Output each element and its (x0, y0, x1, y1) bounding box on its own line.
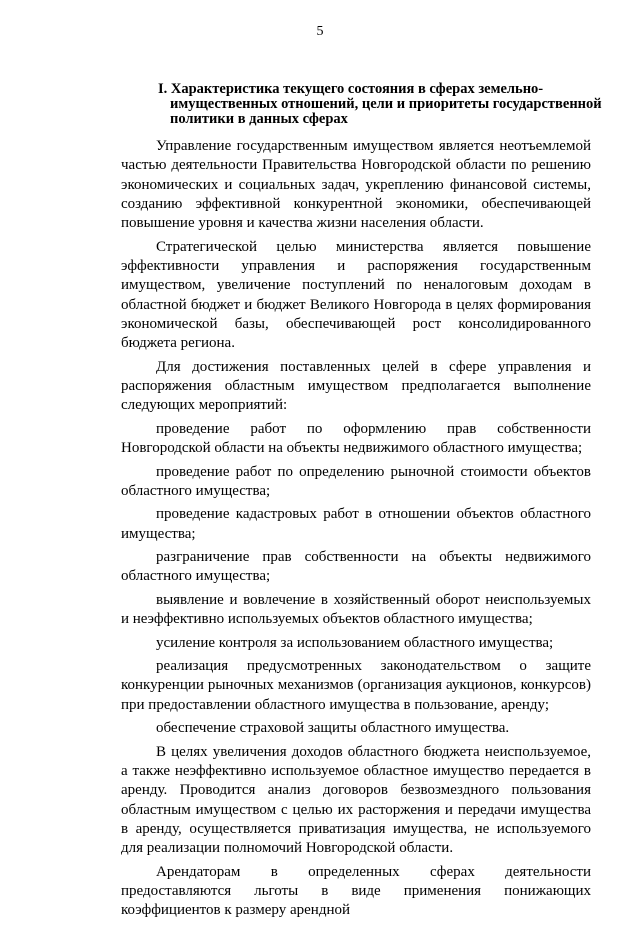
heading-line: I. Характеристика текущего состояния в сферах земельно- (158, 81, 544, 97)
heading-line: политики в данных сферах (170, 111, 348, 127)
page-number: 5 (316, 24, 324, 39)
body-text (121, 137, 591, 925)
section-heading (158, 81, 602, 127)
paragraph-revenue: В целях увеличения доходов областного бюджета неиспользуемое, а также неэффективно используемое областное имущество передается в аренду. Проводится анализ договоров безвозмездного пользования областным имуществом с целью их расторжения и передачи имущества в аренду, осуществляется приватизация имущества, не используемого для реализации полномочий Новгородской области. (121, 743, 591, 857)
list-item-measure: обеспечение страховой защиты областного имущества. (156, 720, 510, 737)
list-item-measure: реализация предусмотренных законодательством о защите конкуренции рыночных механизмов (организация аукционов, конкурсов) при предоставлении областного имущества в пользование, аренду; (121, 658, 591, 713)
list-item-measure: проведение кадастровых работ в отношении объектов областного имущества; (121, 506, 591, 542)
paragraph-measures-intro: Для достижения поставленных целей в сфере управления и распоряжения областным имуществом предполагается выполнение следующих мероприятий: (121, 358, 591, 414)
list-item-measure: проведение работ по оформлению прав собственности Новгородской области на объекты недвижимого областного имущества; (121, 420, 591, 457)
list-item-measure: разграничение прав собственности на объекты недвижимого областного имущества; (121, 549, 591, 585)
list-item-measure: выявление и вовлечение в хозяйственный оборот неиспользуемых и неэффективно используемых объектов областного имущества; (121, 591, 591, 628)
heading-line: имущественных отношений, цели и приоритеты государственной (170, 96, 602, 112)
list-item-measure: проведение работ по определению рыночной стоимости объектов областного имущества; (121, 463, 591, 499)
paragraph-intro: Управление государственным имуществом является неотъемлемой частью деятельности Правительства Новгородской области по решению экономических и социальных задач, укреплению финансовой системы, созданию эффективной конкурентной экономики, обеспечивающей повышение уровня и качества жизни населения области. (121, 138, 591, 232)
paragraph-lessees: Арендаторам в определенных сферах деятельности предоставляются льготы в виде применения понижающих коэффициентов к размеру арендной (121, 863, 591, 919)
list-item-measure: усиление контроля за использованием областного имущества; (156, 634, 554, 651)
paragraph-strategic-goal: Стратегической целью министерства является повышение эффективности управления и распоряжения государственным имуществом, увеличение поступлений по неналоговым доходам в областной бюджет и бюджет Великого Новгорода в целях формирования экономической базы, обеспечивающей рост консолидированного бюджета региона. (121, 238, 591, 352)
